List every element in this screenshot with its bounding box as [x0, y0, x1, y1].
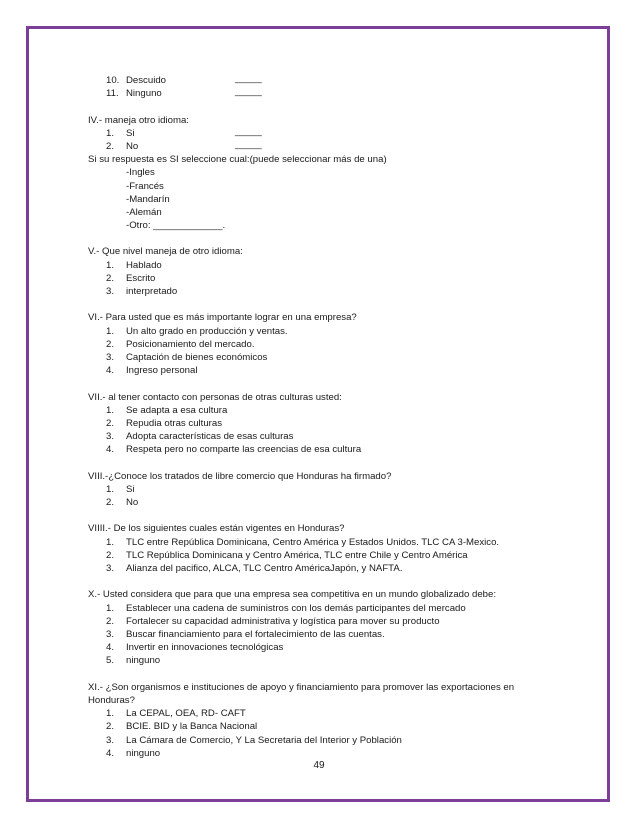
- list-item: [88, 140, 552, 153]
- list-item: [88, 404, 552, 417]
- list-item: [88, 641, 552, 654]
- list-item: [88, 285, 552, 298]
- item-number: 1.: [106, 127, 115, 139]
- item-number: 1.: [106, 536, 115, 548]
- list-item: [88, 351, 552, 364]
- item-text: Si: [126, 483, 135, 495]
- answer-blank: _____: [235, 125, 262, 137]
- item-number: 2.: [106, 140, 115, 152]
- list-item: [88, 496, 552, 509]
- item-text: ninguno: [126, 655, 161, 667]
- item-number: 4.: [106, 365, 115, 377]
- list-item: [88, 536, 552, 549]
- list-item: [88, 364, 552, 377]
- list-item: [88, 734, 552, 747]
- list-item: [88, 602, 552, 615]
- language-option: -Alemán: [126, 206, 162, 218]
- item-text: Repudia otras culturas: [126, 417, 222, 429]
- list-item: [88, 549, 552, 562]
- item-number: 10.: [106, 75, 120, 86]
- question-6-title: VI.- Para usted que es más importante lograr en una empresa?: [88, 312, 357, 324]
- item-number: 1.: [106, 259, 115, 271]
- item-number: 4.: [106, 444, 115, 456]
- question-4-title: IV.- maneja otro idioma:: [88, 114, 189, 126]
- list-item: [88, 483, 552, 496]
- item-number: 2.: [106, 417, 115, 429]
- item-number: 4.: [106, 747, 115, 759]
- item-number: 1.: [106, 404, 115, 416]
- item-text: interpretado: [126, 286, 178, 298]
- item-text: Se adapta a esa cultura: [126, 404, 228, 416]
- item-text: Captación de bienes económicos: [126, 352, 268, 363]
- list-item: [88, 654, 552, 667]
- item-number: 3.: [106, 431, 115, 443]
- language-option: -Otro: _____________.: [126, 220, 226, 232]
- item-number: 1.: [106, 602, 115, 614]
- language-option: -Ingles: [126, 167, 155, 179]
- item-number: 3.: [106, 352, 115, 363]
- list-item: [88, 272, 552, 285]
- item-number: 2.: [106, 497, 115, 509]
- item-text: Hablado: [126, 259, 162, 271]
- list-item: [88, 338, 552, 351]
- item-text: No: [126, 497, 139, 509]
- questionnaire-page: [88, 74, 552, 760]
- item-text: Un alto grado en producción y ventas.: [126, 325, 288, 337]
- question-9-title: VIIII.- De los siguientes cuales están vigentes en Honduras?: [88, 523, 345, 535]
- list-item: [88, 325, 552, 338]
- question-4-followup: Si su respuesta es SI seleccione cual:(puede seleccionar más de una): [88, 154, 387, 166]
- item-number: 2.: [106, 721, 115, 733]
- list-item: [88, 430, 552, 443]
- list-item: [88, 87, 552, 100]
- question-7-title: VII.- al tener contacto con personas de otras culturas usted:: [88, 391, 342, 403]
- list-item: [88, 707, 552, 720]
- item-text: La Cámara de Comercio, Y La Secretaria del Interior y Población: [126, 734, 402, 746]
- list-item: [88, 615, 552, 628]
- item-number: 11.: [106, 88, 119, 100]
- item-text: TLC República Dominicana y Centro América, TLC entre Chile y Centro América: [126, 549, 468, 561]
- item-text: ninguno: [126, 747, 161, 759]
- item-text: Invertir en innovaciones tecnológicas: [126, 642, 284, 654]
- language-option: -Francés: [126, 180, 164, 192]
- item-text: Fortalecer su capacidad administrativa y logística para mover su producto: [126, 615, 440, 627]
- item-number: 2.: [106, 549, 115, 561]
- page-number: 49: [313, 760, 325, 771]
- item-number: 4.: [106, 642, 115, 654]
- item-number: 5.: [106, 655, 115, 667]
- item-text: TLC entre República Dominicana, Centro América y Estados Unidos. TLC CA 3-Mexico.: [126, 536, 500, 548]
- item-number: 2.: [106, 615, 115, 627]
- item-text: La CEPAL, OEA, RD- CAFT: [126, 708, 246, 720]
- language-option: -Mandarín: [126, 193, 170, 205]
- item-number: 3.: [106, 734, 115, 746]
- item-number: 3.: [106, 629, 115, 640]
- item-number: 3.: [106, 286, 115, 298]
- item-text: Establecer una cadena de suministros con los demás participantes del mercado: [126, 602, 466, 614]
- list-item: [88, 74, 552, 87]
- item-number: 1.: [106, 483, 115, 495]
- item-text: Ninguno: [126, 88, 162, 100]
- list-item: [88, 720, 552, 733]
- item-text: Posicionamiento del mercado.: [126, 338, 255, 350]
- item-number: 3.: [106, 563, 115, 575]
- item-number: 1.: [106, 325, 115, 337]
- item-text: Alianza del pacifico, ALCA, TLC Centro AméricaJapón, y NAFTA.: [126, 563, 403, 575]
- item-text: Descuido: [126, 75, 166, 86]
- item-text: Buscar financiamiento para el fortalecimiento de las cuentas.: [126, 629, 385, 640]
- question-5-title: V.- Que nivel maneja de otro idioma:: [88, 246, 243, 258]
- question-8-title: VIII.-¿Conoce los tratados de libre comercio que Honduras ha firmado?: [88, 470, 392, 482]
- question-11-title-line1: XI.- ¿Son organismos e instituciones de apoyo y financiamiento para promover las exportaciones en: [88, 681, 515, 693]
- item-text: Respeta pero no comparte las creencias de esa cultura: [126, 444, 362, 456]
- list-item: [88, 628, 552, 641]
- item-text: Adopta características de esas culturas: [126, 431, 294, 443]
- item-text: No: [126, 140, 139, 152]
- item-text: BCIE. BID y la Banca Nacional: [126, 721, 258, 733]
- list-item: [88, 443, 552, 456]
- item-text: Ingreso personal: [126, 365, 198, 377]
- question-11-title-line2: Honduras?: [88, 694, 135, 706]
- answer-blank: _____: [235, 86, 262, 98]
- item-number: 2.: [106, 338, 115, 350]
- item-number: 2.: [106, 272, 115, 284]
- list-item: [88, 127, 552, 140]
- answer-blank: _____: [235, 138, 262, 150]
- item-number: 1.: [106, 708, 115, 720]
- answer-blank: _____: [235, 73, 262, 84]
- list-item: [88, 562, 552, 575]
- item-text: Escrito: [126, 272, 156, 284]
- list-item: [88, 747, 552, 760]
- question-10-title: X.- Usted considera que para que una empresa sea competitiva en un mundo globalizado debe:: [88, 589, 496, 601]
- list-item: [88, 417, 552, 430]
- item-text: Si: [126, 127, 135, 139]
- list-item: [88, 259, 552, 272]
